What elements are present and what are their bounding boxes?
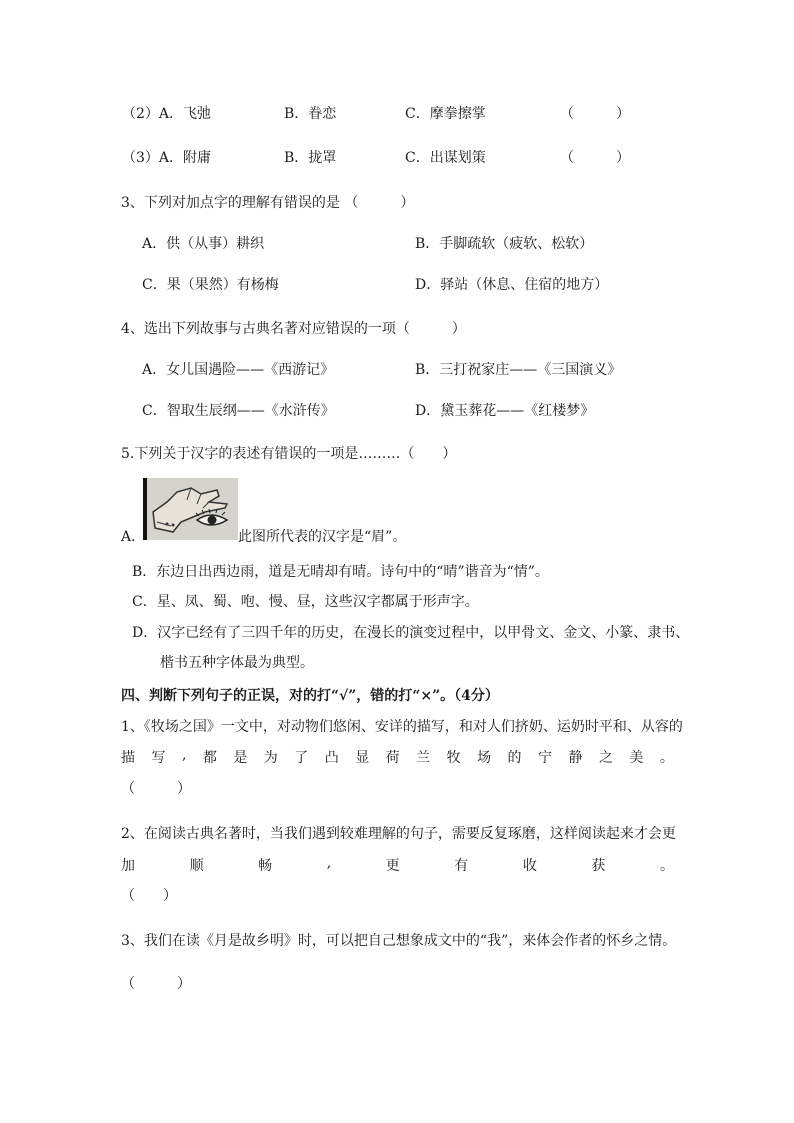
j1-char: 之 [598,750,613,766]
item5-option-d-line2: 楷书五种字体最为典型。 [160,655,314,671]
j1-char: 为 [263,750,278,766]
item4-option-b: B．三打祝家庄——《三国演义》 [415,362,622,378]
j1-char: 宁 [538,750,553,766]
item5-option-a-text: 此图所代表的汉字是“眉”。 [238,529,407,545]
q3-option-a: （3）A．附庸 [122,150,212,166]
item4-option-c: C．智取生辰纲——《水浒传》 [142,403,335,419]
j3-answer-blank[interactable]: （ ） [121,976,191,992]
j2-char: 畅 [258,858,273,874]
j2-char: , [326,855,332,871]
section4-heading: 四、判断下列句子的正误，对的打“√”，错的打“×”。（4分） [121,688,499,704]
q3-answer-blank[interactable]: （ ） [560,150,630,166]
j1-line1: 1、《牧场之国》一文中，对动物们悠闲、安详的描写，和对人们挤奶、运奶时平和、从容的 [121,719,683,735]
j1-char: 显 [355,750,370,766]
q2-answer-blank[interactable]: （ ） [560,106,630,122]
j1-char: 静 [568,750,583,766]
q2-option-b: B．眷恋 [284,106,337,122]
item5-option-c: C．星、凤、蜀、咆、慢、昼，这些汉字都属于形声字。 [132,594,479,610]
j1-char: 凸 [324,750,339,766]
q3-option-c: C．出谋划策 [405,150,486,166]
q3-option-b: B．拢罩 [284,150,337,166]
j1-char: 写 [151,750,166,766]
j2-char: 顺 [189,858,204,874]
item5-stem: 5.下列关于汉字的表述有错误的一项是………（ ） [121,446,457,462]
j2-char: 更 [385,858,400,874]
item3-option-a: A．供（从事）耕织 [142,236,265,252]
j1-char: 荷 [385,750,400,766]
j2-char: 加 [121,858,135,874]
j3-line1: 3、我们在读《月是故乡明》时，可以把自己想象成文中的“我”，来体会作者的怀乡之情。 [121,933,677,949]
item5-option-a-label: A． [121,529,146,545]
j1-char: 了 [294,750,309,766]
j1-char: 的 [507,750,522,766]
j1-char: , [181,747,187,763]
q2-option-c: C．摩拳擦掌 [405,106,486,122]
j1-char: 场 [477,750,492,766]
j1-char: 都 [202,750,217,766]
hand-over-eye-image [143,478,238,540]
item4-option-d: D．黛玉葬花——《红楼梦》 [415,403,595,419]
j1-char: 兰 [416,750,431,766]
j2-line2 [121,855,674,875]
j1-char: 是 [233,750,248,766]
item3-option-d: D．驿站（休息、住宿的地方） [415,277,609,293]
j1-char: 描 [121,750,135,766]
j1-line2 [121,747,674,767]
j1-char: 美 [629,750,644,766]
j2-char: 。 [659,858,674,874]
q2-option-a: （2）A．飞弛 [122,106,212,122]
j1-char: 牧 [446,750,461,766]
item5-option-d-line1: D．汉字已经有了三四千年的历史，在漫长的演变过程中，以甲骨文、金文、小篆、隶书、 [132,625,690,641]
item4-stem: 4、选出下列故事与古典名著对应错误的一项（ ） [121,321,466,337]
j2-line1: 2、在阅读古典名著时，当我们遇到较难理解的句子，需要反复琢磨，这样阅读起来才会更 [121,826,676,842]
item3-stem: 3、下列对加点字的理解有错误的是 （ ） [121,195,415,211]
j2-char: 收 [522,858,537,874]
j1-answer-blank[interactable]: （ ） [121,781,191,797]
j2-char: 获 [591,858,606,874]
j2-answer-blank[interactable]: （ ） [121,888,177,904]
j2-char: 有 [454,858,469,874]
item3-option-c: C．果（果然）有杨梅 [142,277,279,293]
item4-option-a: A．女儿国遇险——《西游记》 [142,362,335,378]
item3-option-b: B．手脚疏软（疲软、松软） [415,236,594,252]
j1-char: 。 [659,750,674,766]
item5-option-b: B．东边日出西边雨，道是无晴却有晴。诗句中的“晴”谐音为“情”。 [132,564,549,580]
hand-eye-icon [147,478,238,540]
